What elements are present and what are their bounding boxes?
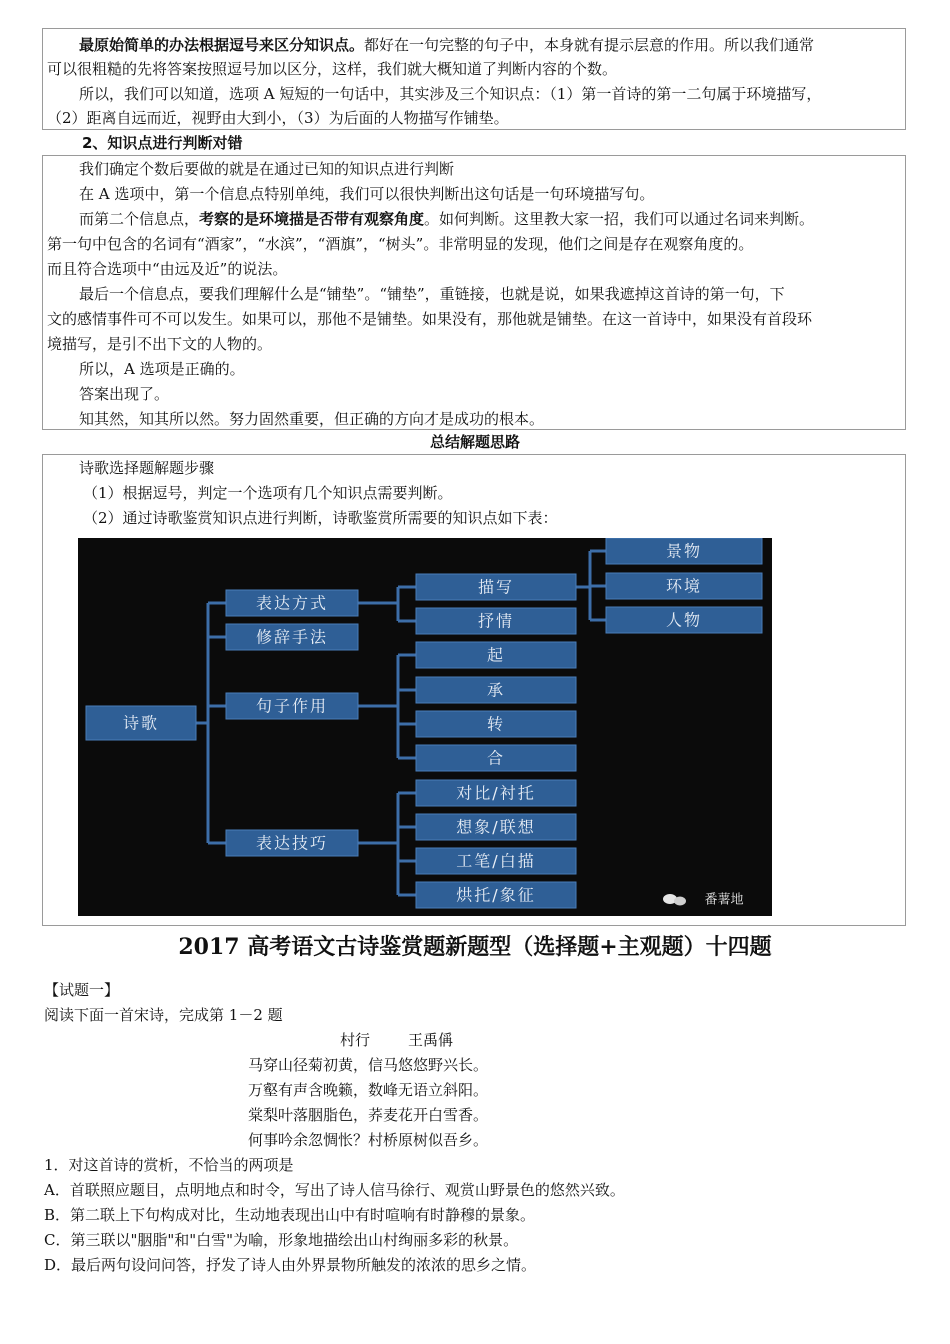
poem-line-4: 何事吟余忽惆怅？村桥原树似吾乡。 — [248, 1131, 489, 1149]
description-child-3-label: 人物 — [665, 610, 703, 630]
box2-line-5: 而且符合选项中“由远及近”的说法。 — [47, 260, 288, 278]
technique-child-1 — [416, 780, 576, 806]
poem-line-3: 棠梨叶落胭脂色，荞麦花开白雪香。 — [248, 1106, 489, 1124]
box2-line-9: 所以，A 选项是正确的。 — [79, 360, 245, 378]
root-node-label: 诗歌 — [122, 713, 160, 733]
paragraph-1-line-1 — [79, 35, 901, 55]
root-node — [86, 706, 196, 740]
bold-phrase: 考察的是环境描是否带有观察角度 — [199, 210, 425, 228]
box2-line-6: 最后一个信息点，要我们理解什么是“铺垫”。“铺垫”，重链接，也就是说，如果我遮掉这首诗的第一句，下 — [79, 285, 785, 303]
technique-child-4 — [416, 882, 576, 908]
poem-line-2: 万壑有声含晚籁，数峰无语立斜阳。 — [248, 1081, 489, 1099]
explanation-box-2 — [42, 155, 906, 430]
box2-line-11: 知其然，知其所以然。努力固然重要，但正确的方向才是成功的根本。 — [79, 410, 545, 428]
poem-title: 村行 — [340, 1031, 371, 1049]
level1-node-3-label: 句子作用 — [255, 696, 329, 716]
box2-line-1: 我们确定个数后要做的就是在通过已知的知识点进行判断 — [79, 160, 455, 178]
sentence-child-2-label: 承 — [486, 680, 506, 700]
option-b: B．第二联上下句构成对比，生动地表现出山中有时喧响有时静穆的景象。 — [44, 1206, 536, 1224]
level1-node-4-label: 表达技巧 — [255, 833, 329, 853]
sentence-child-4-label: 合 — [486, 748, 506, 768]
sentence-child-2 — [416, 677, 576, 703]
expression-child-1-label: 描写 — [477, 577, 515, 597]
level1-node-1 — [226, 590, 358, 616]
box2-line-2: 在 A 选项中，第一个信息点特别单纯，我们可以很快判断出这句话是一句环境描写句。 — [79, 185, 655, 203]
poetry-knowledge-tree-diagram — [78, 538, 772, 916]
summary-line-1: 诗歌选择题解题步骤 — [79, 459, 215, 477]
option-d: D．最后两句设问问答，抒发了诗人由外界景物所触发的浓浓的思乡之情。 — [44, 1256, 537, 1274]
summary-line-3: （2）通过诗歌鉴赏知识点进行判断，诗歌鉴赏所需要的知识点如下表： — [83, 509, 558, 527]
explanation-box-1 — [42, 28, 906, 130]
page-title: 2017 高考语文古诗鉴赏题新题型（选择题+主观题）十四题 — [178, 934, 772, 960]
option-c: C．第三联以"胭脂"和"白雪"为喻，形象地描绘出山村绚丽多彩的秋景。 — [44, 1231, 519, 1249]
box2-line-10: 答案出现了。 — [79, 385, 170, 403]
level1-node-2 — [226, 624, 358, 650]
expression-child-1 — [416, 574, 576, 600]
description-child-1 — [606, 538, 762, 564]
description-child-2 — [606, 573, 762, 599]
technique-child-2 — [416, 814, 576, 840]
summary-heading: 总结解题思路 — [429, 433, 520, 451]
exercise-instruction: 阅读下面一首宋诗，完成第 1－2 题 — [44, 1006, 283, 1024]
section-2-heading: 2、知识点进行判断对错 — [82, 134, 243, 152]
summary-line-2: （1）根据逗号，判定一个选项有几个知识点需要判断。 — [83, 484, 453, 502]
text-span: 而第二个信息点， — [79, 210, 200, 228]
box2-line-7: 文的感情事件可不可以发生。如果可以，那他不是铺垫。如果没有，那他就是铺垫。在这一首诗中，如果没有首段环 — [47, 310, 813, 328]
description-child-3 — [606, 607, 762, 633]
description-child-1-label: 景物 — [665, 541, 703, 561]
sentence-child-1-label: 起 — [486, 645, 506, 665]
expression-child-2 — [416, 608, 576, 634]
box2-line-8: 境描写，是引不出下文的人物的。 — [47, 335, 273, 353]
bold-phrase: 最原始简单的办法根据逗号来区分知识点。 — [79, 36, 365, 54]
poem-author: 王禹偁 — [408, 1031, 454, 1049]
technique-child-3-label: 工笔/白描 — [456, 851, 536, 871]
technique-child-4-label: 烘托/象征 — [456, 885, 536, 905]
expression-child-2-label: 抒情 — [477, 611, 515, 631]
box2-line-4: 第一句中包含的名词有“酒家”，“水滨”，“酒旗”，“树头”。非常明显的发现，他们之间是存在观察角度的。 — [47, 235, 754, 253]
wechat-icon-second-bubble — [674, 897, 686, 906]
option-a: A．首联照应题目，点明地点和时令，写出了诗人信马徐行、观赏山野景色的悠然兴致。 — [44, 1181, 625, 1199]
paragraph-1-line-2: 可以很粗糙的先将答案按照逗号加以区分，这样，我们就大概知道了判断内容的个数。 — [47, 60, 618, 78]
description-child-2-label: 环境 — [665, 576, 703, 596]
sentence-child-3 — [416, 711, 576, 737]
question-1: 1．对这首诗的赏析，不恰当的两项是 — [44, 1156, 294, 1174]
text-span: 。如何判断。这里教大家一招，我们可以通过名词来判断。 — [424, 210, 815, 228]
box2-line-3 — [79, 209, 901, 229]
technique-child-1-label: 对比/衬托 — [456, 783, 536, 803]
level1-node-3 — [226, 693, 358, 719]
level1-node-4 — [226, 830, 358, 856]
sentence-child-1 — [416, 642, 576, 668]
technique-child-2-label: 想象/联想 — [456, 817, 536, 837]
text-span: 都好在一句完整的句子中，本身就有提示层意的作用。所以我们通常 — [364, 36, 815, 54]
sentence-child-3-label: 转 — [486, 714, 506, 734]
sentence-child-4 — [416, 745, 576, 771]
watermark-text: 番薯地 — [704, 892, 744, 908]
level1-node-2-label: 修辞手法 — [255, 627, 329, 647]
technique-child-3 — [416, 848, 576, 874]
poem-line-1: 马穿山径菊初黄，信马悠悠野兴长。 — [248, 1056, 489, 1074]
paragraph-2-line-2: （2）距离自远而近，视野由大到小，（3）为后面的人物描写作铺垫。 — [47, 109, 509, 127]
paragraph-2-line-1: 所以，我们可以知道，选项 A 短短的一句话中，其实涉及三个知识点：（1）第一首诗的第一二句属于环境描写， — [79, 85, 822, 103]
level1-node-1-label: 表达方式 — [255, 593, 329, 613]
exercise-tag: 【试题一】 — [44, 981, 120, 999]
